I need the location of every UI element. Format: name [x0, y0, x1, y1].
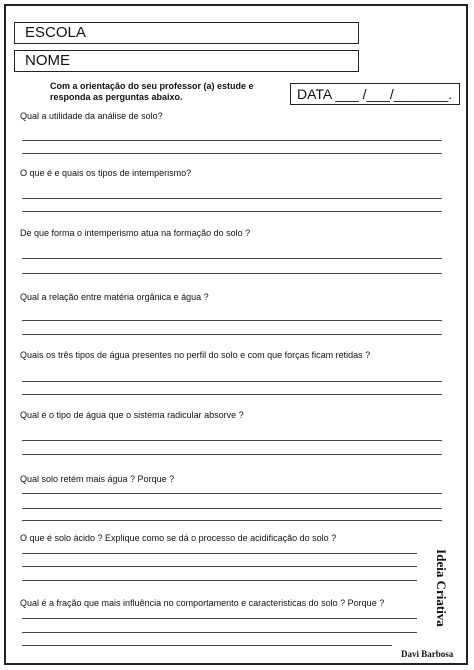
answer-line[interactable] — [22, 618, 417, 619]
answer-line[interactable] — [22, 140, 442, 141]
date-field[interactable] — [290, 83, 460, 105]
answer-line[interactable] — [22, 258, 442, 259]
escola-label: ESCOLA — [25, 24, 86, 41]
answer-line[interactable] — [22, 153, 442, 154]
answer-line[interactable] — [22, 211, 442, 212]
answer-line[interactable] — [22, 334, 442, 335]
escola-field[interactable] — [14, 22, 359, 44]
instruction-text: Com a orientação do seu professor (a) estude e responda as perguntas abaixo. — [50, 81, 254, 102]
nome-field[interactable] — [14, 50, 359, 72]
question-9: Qual é a fração que mais influência no comportamento e caracteristicas do solo ? Porque ? — [20, 598, 385, 608]
question-4: Qual a relação entre matéria orgânica e água ? — [20, 292, 209, 302]
answer-line[interactable] — [22, 566, 417, 567]
date-label: DATA ___ /___/_______. — [297, 86, 453, 102]
question-3: De que forma o intemperismo atua na formação do solo ? — [20, 228, 251, 238]
brand-side-text — [421, 532, 461, 644]
answer-line[interactable] — [22, 394, 442, 395]
answer-line[interactable] — [22, 632, 417, 633]
question-2: O que é e quais os tipos de intemperismo? — [20, 168, 192, 178]
answer-line[interactable] — [22, 580, 417, 581]
question-5: Quais os três tipos de água presentes no perfil do solo e com que forças ficam retidas ? — [20, 350, 371, 360]
answer-line[interactable] — [22, 454, 442, 455]
answer-line[interactable] — [22, 198, 442, 199]
question-1: Qual a utilidade da análise de solo? — [20, 111, 163, 121]
question-7: Qual solo retém mais água ? Porque ? — [20, 474, 175, 484]
answer-line[interactable] — [22, 520, 442, 521]
author-signature: Davi Barbosa — [401, 649, 454, 659]
answer-line[interactable] — [22, 273, 442, 274]
answer-line[interactable] — [22, 493, 442, 494]
answer-line[interactable] — [22, 553, 417, 554]
question-8: O que é solo ácido ? Explique como se dá o processo de acidificação do solo ? — [20, 533, 337, 543]
nome-label: NOME — [25, 52, 70, 69]
answer-line[interactable] — [22, 320, 442, 321]
brand-logo-text: Ideia Criativa — [434, 549, 450, 627]
answer-line[interactable] — [22, 508, 442, 509]
question-6: Qual é o tipo de água que o sistema radicular absorve ? — [20, 410, 244, 420]
answer-line[interactable] — [22, 440, 442, 441]
answer-line[interactable] — [22, 645, 392, 646]
answer-line[interactable] — [22, 381, 442, 382]
